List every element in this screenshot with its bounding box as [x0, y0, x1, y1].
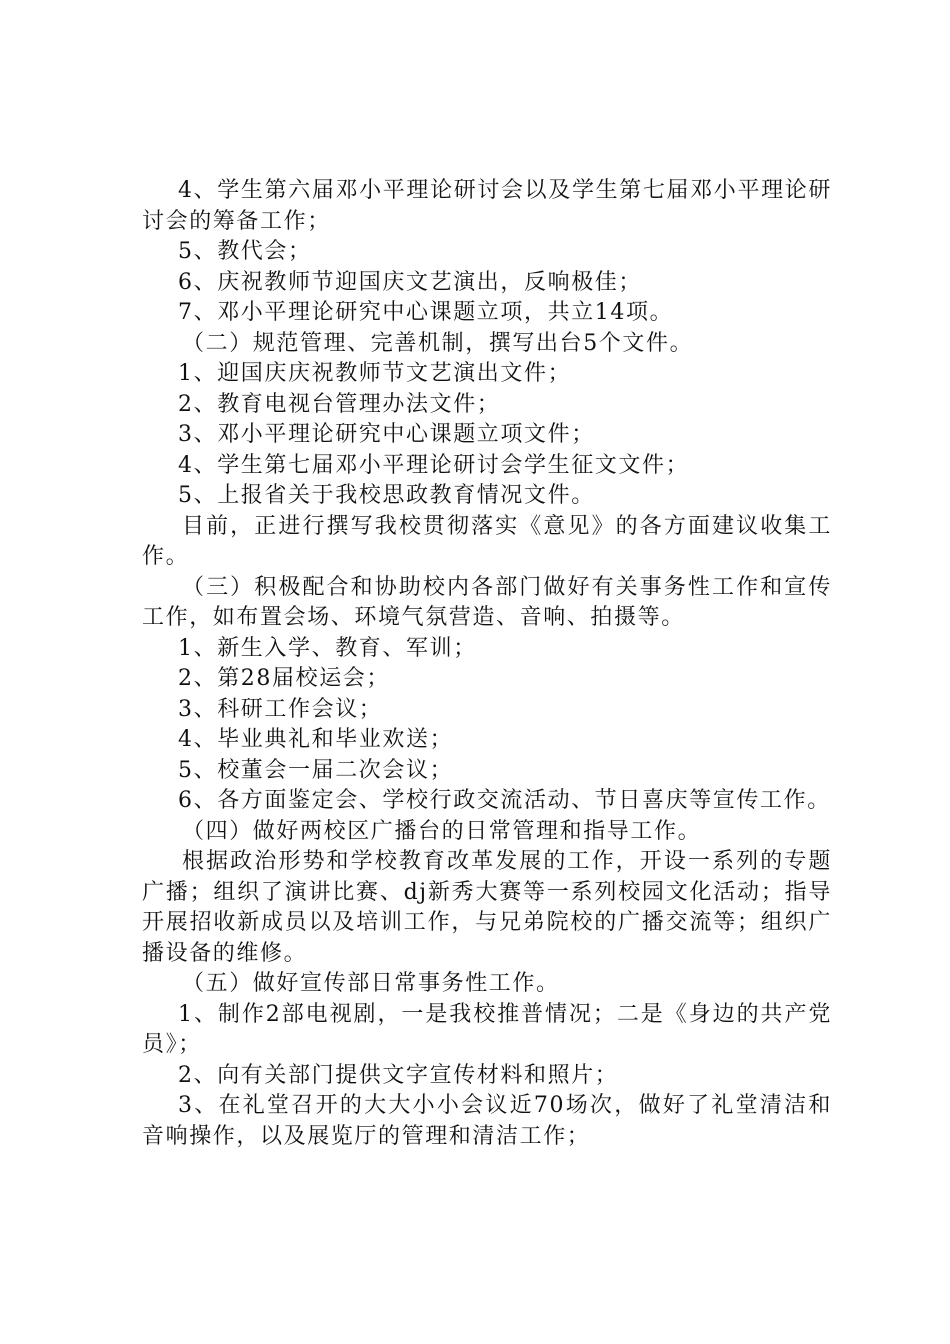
paragraph-doc-2: 2、教育电视台管理办法文件；	[178, 391, 501, 417]
paragraph-doc-3: 3、邓小平理论研究中心课题立项文件；	[178, 422, 595, 447]
paragraph-item-7-projects: 7、邓小平理论研究中心课题立项，共立14项。	[178, 300, 674, 325]
paragraph-item-5-congress: 5、教代会；	[178, 239, 312, 264]
paragraph-event-1: 1、新生入学、教育、军训；	[178, 635, 477, 661]
paragraph-event-2: 2、第28届校运会；	[178, 666, 390, 691]
paragraph-doc-1: 1、迎国庆庆祝教师节文艺演出文件；	[178, 361, 572, 386]
paragraph-current-work: 目前，正进行撰写我校贯彻落实《意见》的各方面建议收集工作。	[142, 513, 832, 569]
paragraph-doc-4: 4、学生第七届邓小平理论研讨会学生征文文件；	[178, 452, 690, 478]
paragraph-event-6: 6、各方面鉴定会、学校行政交流活动、节日喜庆等宣传工作。	[178, 788, 831, 813]
section-heading-5: （五）做好宣传部日常事务性工作。	[182, 971, 560, 996]
paragraph-event-4: 4、毕业典礼和毕业欢送；	[178, 727, 454, 752]
section-heading-2: （二）规范管理、完善机制，撰写出台5个文件。	[182, 330, 694, 356]
section-heading-4: （四）做好两校区广播台的日常管理和指导工作。	[182, 818, 702, 844]
paragraph-doc-5: 5、上报省关于我校思政教育情况文件。	[178, 483, 595, 508]
paragraph-event-3: 3、科研工作会议；	[178, 696, 383, 722]
paragraph-task-2: 2、向有关部门提供文字宣传材料和照片；	[178, 1062, 619, 1088]
paragraph-event-5: 5、校董会一届二次会议；	[178, 757, 454, 783]
paragraph-item-6-performance: 6、庆祝教师节迎国庆文艺演出，反响极佳；	[178, 269, 642, 295]
paragraph-task-1: 1、制作2部电视剧，一是我校推普情况；二是《身边的共产党员》；	[142, 1001, 832, 1057]
section-heading-3: （三）积极配合和协助校内各部门做好有关事务性工作和宣传工作，如布置会场、环境气氛营造、音响、拍摄等。	[142, 574, 832, 630]
paragraph-item-4-symposium: 4、学生第六届邓小平理论研讨会以及学生第七届邓小平理论研讨会的筹备工作；	[142, 178, 832, 234]
document-body	[142, 176, 832, 1152]
paragraph-task-3: 3、在礼堂召开的大大小小会议近70场次，做好了礼堂清洁和音响操作，以及展览厅的管理和清洁工作；	[142, 1093, 832, 1149]
paragraph-broadcast: 根据政治形势和学校教育改革发展的工作，开设一系列的专题广播；组织了演讲比赛、dj新秀大赛等一系列校园文化活动；指导开展招收新成员以及培训工作，与兄弟院校的广播交流等；组织广播设备的维修。	[142, 849, 832, 966]
